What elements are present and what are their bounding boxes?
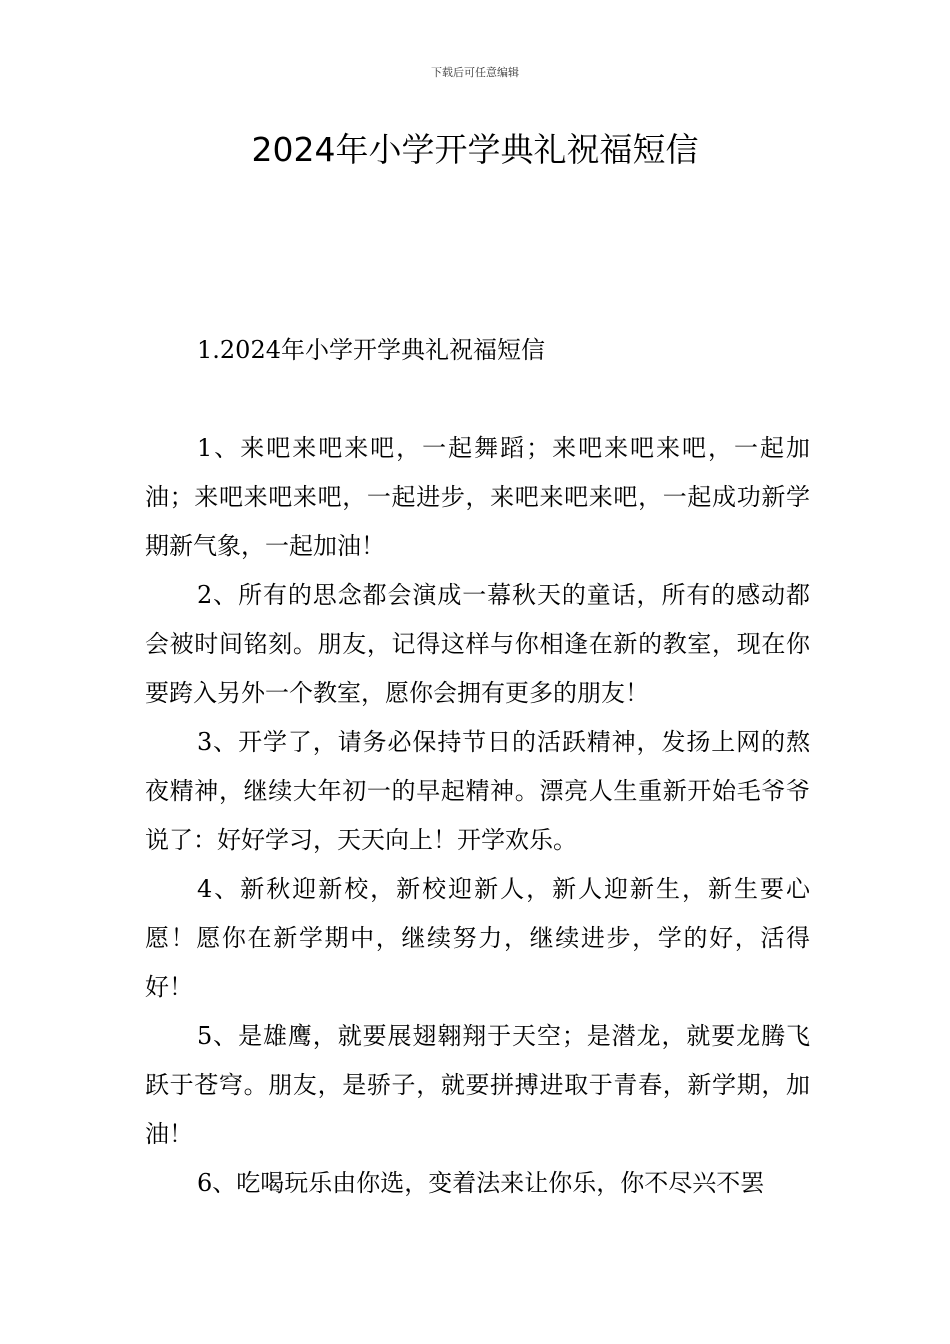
- header-note: 下载后可任意编辑: [431, 66, 519, 79]
- greeting-list: [145, 424, 810, 1208]
- list-item: 3、开学了，请务必保持节日的活跃精神，发扬上网的熬夜精神，继续大年初一的早起精神。漂亮人生重新开始毛爷爷说了：好好学习，天天向上！开学欢乐。: [145, 728, 810, 854]
- section-heading: 1.2024年小学开学典礼祝福短信: [197, 336, 545, 364]
- list-item: 4、新秋迎新校，新校迎新人，新人迎新生，新生要心愿！愿你在新学期中，继续努力，继续进步，学的好，活得好！: [145, 875, 810, 1001]
- list-item: 6、吃喝玩乐由你选，变着法来让你乐，你不尽兴不罢: [197, 1169, 765, 1197]
- list-item: 5、是雄鹰，就要展翅翱翔于天空；是潜龙，就要龙腾飞跃于苍穹。朋友，是骄子，就要拼搏进取于青春，新学期，加油！: [145, 1022, 810, 1148]
- list-item: 2、所有的思念都会演成一幕秋天的童话，所有的感动都会被时间铭刻。朋友，记得这样与你相逢在新的教室，现在你要跨入另外一个教室，愿你会拥有更多的朋友！: [145, 581, 810, 707]
- document-title: 2024年小学开学典礼祝福短信: [251, 130, 699, 169]
- list-item: 1、来吧来吧来吧，一起舞蹈；来吧来吧来吧，一起加油；来吧来吧来吧，一起进步，来吧来吧来吧，一起成功新学期新气象，一起加油！: [145, 434, 810, 560]
